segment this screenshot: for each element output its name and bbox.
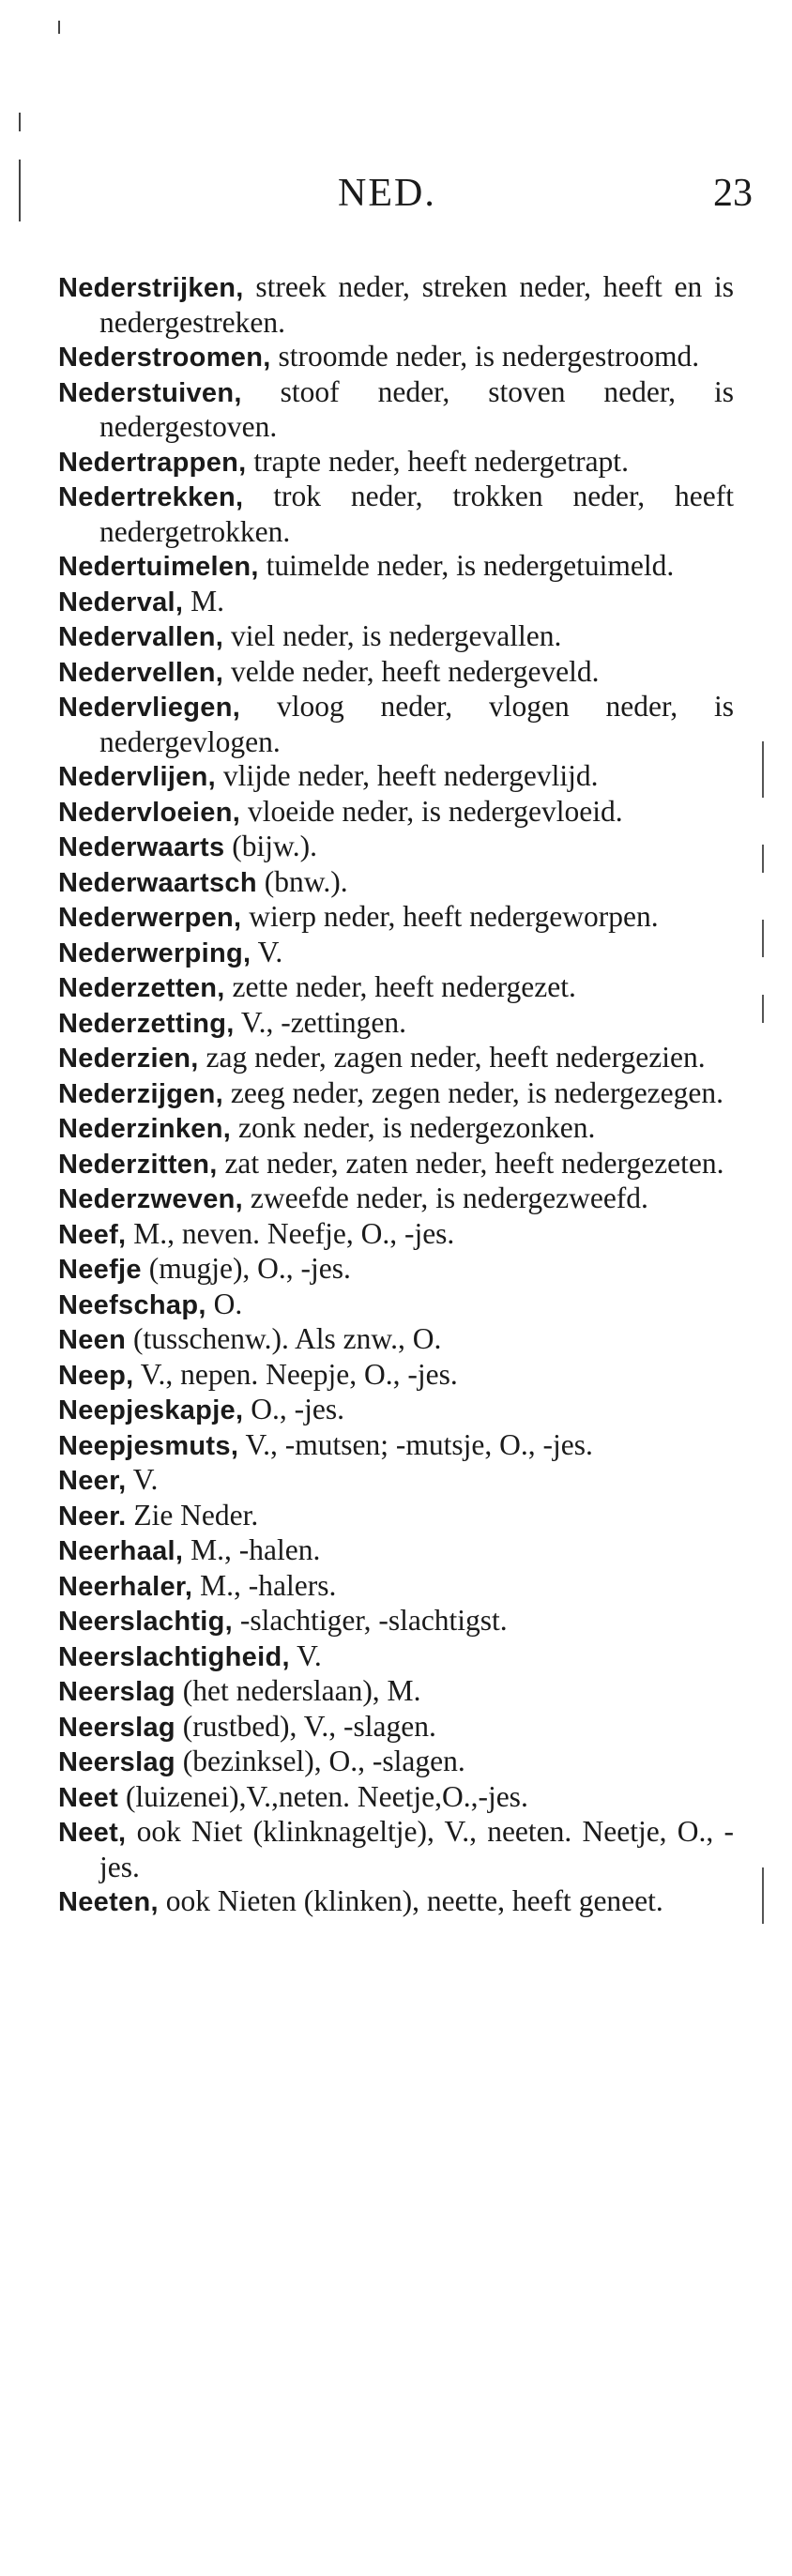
dictionary-entry — [58, 340, 734, 375]
entry-definition: V. — [126, 1463, 159, 1496]
entry-definition: vloog neder, vlogen neder, is nedergevlogen. — [99, 690, 734, 758]
dictionary-entry — [58, 1884, 734, 1920]
entry-definition: -slachtiger, -slachtigst. — [233, 1604, 508, 1637]
dictionary-entry — [58, 759, 734, 795]
scan-edge-mark — [58, 21, 60, 34]
entry-definition: ook Nieten (klinken), neette, heeft geneet. — [158, 1884, 663, 1917]
dictionary-entry — [58, 1569, 734, 1605]
entry-definition: ook Niet (klinknageltje), V., neeten. Neetje, O., -jes. — [99, 1815, 734, 1883]
entry-definition: zette neder, heeft nedergezet. — [224, 970, 576, 1003]
dictionary-entry — [58, 1604, 734, 1639]
dictionary-entry — [58, 445, 734, 480]
entry-headword: Nederwerpen, — [58, 903, 242, 933]
entry-definition: O., -jes. — [243, 1393, 344, 1425]
entry-headword: Nederstroomen, — [58, 343, 271, 373]
entry-headword: Neet — [58, 1782, 119, 1813]
dictionary-entry — [58, 970, 734, 1006]
dictionary-entry — [58, 480, 734, 549]
page-header — [0, 171, 792, 227]
entry-definition: M., -halers. — [192, 1568, 337, 1602]
entry-definition: (luizenei),V.,neten. Neetje,O.,-jes. — [118, 1779, 528, 1813]
entry-definition: stoof neder, stoven neder, is nedergestoven. — [99, 374, 734, 443]
dictionary-entry — [58, 1710, 734, 1745]
entry-headword: Neerhaal, — [58, 1536, 184, 1566]
entry-definition: zonk neder, is nedergezonken. — [231, 1111, 596, 1144]
entry-definition: M., -halen. — [183, 1533, 321, 1566]
entry-headword: Nederwaarts — [58, 832, 225, 862]
entry-headword: Nedervliegen, — [58, 693, 241, 723]
entry-headword: Nedertrekken, — [58, 482, 244, 512]
entry-headword: Nedervallen, — [58, 622, 224, 652]
dictionary-entry — [58, 1358, 734, 1394]
entry-headword: Nedertrappen, — [58, 447, 247, 478]
entry-headword: Nederzijgen, — [58, 1078, 224, 1109]
dictionary-entry — [58, 1815, 734, 1884]
entry-headword: Nederzitten, — [58, 1149, 218, 1180]
entry-definition: Zie Neder. — [126, 1498, 259, 1532]
dictionary-entry — [58, 1674, 734, 1710]
entry-definition: V. — [251, 935, 283, 968]
dictionary-entry — [58, 1041, 734, 1076]
dictionary-entry — [58, 1499, 734, 1534]
entry-headword: Nedervloeien, — [58, 797, 241, 828]
entry-headword: Neerhaler, — [58, 1571, 193, 1602]
page-title: NED. — [338, 172, 436, 215]
scan-edge-mark — [762, 1867, 764, 1924]
scan-edge-mark — [762, 741, 764, 798]
entry-headword: Nederzien, — [58, 1044, 199, 1074]
entry-headword: Neer. — [58, 1501, 127, 1532]
entry-definition: trok neder, trokken neder, heeft nedergetrokken. — [99, 480, 734, 548]
entry-definition: (het nederslaan), M. — [175, 1674, 421, 1707]
scan-edge-mark — [762, 995, 764, 1023]
entry-headword: Nedervellen, — [58, 657, 224, 688]
scan-edge-mark — [762, 845, 764, 873]
dictionary-entry — [58, 585, 734, 620]
entry-definition: M., neven. Neefje, O., -jes. — [126, 1216, 455, 1250]
entry-headword: Nederzetting, — [58, 1008, 235, 1039]
entry-definition: M. — [183, 584, 225, 617]
dictionary-entry — [58, 655, 734, 691]
entry-definition: (tusschenw.). Als znw., O. — [126, 1322, 442, 1355]
dictionary-entry — [58, 1252, 734, 1288]
dictionary-entry — [58, 865, 734, 901]
entry-definition: vlijde neder, heeft nedergevlijd. — [216, 759, 599, 792]
entry-headword: Neen — [58, 1325, 127, 1355]
entry-definition: V., -zettingen. — [234, 1005, 407, 1039]
entry-headword: Neer, — [58, 1466, 127, 1496]
entry-definition: O. — [206, 1287, 243, 1320]
entry-definition: V., -mutsen; -mutsje, O., -jes. — [238, 1427, 593, 1461]
dictionary-entry — [58, 1393, 734, 1428]
entry-headword: Neet, — [58, 1818, 127, 1848]
dictionary-entry — [58, 375, 734, 445]
entry-headword: Neepjeskapje, — [58, 1395, 244, 1425]
entry-headword: Nederstrijken, — [58, 273, 244, 303]
dictionary-entry — [58, 690, 734, 759]
entry-headword: Neefschap, — [58, 1289, 206, 1320]
entry-definition: zweefde neder, is nedergezweefd. — [243, 1181, 648, 1214]
entry-headword: Nederwerping, — [58, 937, 251, 968]
entry-definition: zag neder, zagen neder, heeft nedergezien. — [198, 1041, 706, 1074]
entry-definition: V. — [289, 1639, 322, 1672]
entry-headword: Nedertuimelen, — [58, 552, 259, 582]
entry-headword: Neeten, — [58, 1887, 159, 1917]
entry-definition: tuimelde neder, is nedergetuimeld. — [258, 549, 675, 582]
dictionary-entry — [58, 549, 734, 585]
dictionary-entry — [58, 936, 734, 971]
entry-headword: Nederzweven, — [58, 1184, 244, 1214]
dictionary-entry — [58, 1780, 734, 1816]
entry-definition: (bijw.). — [224, 830, 317, 862]
entry-headword: Neefje — [58, 1255, 142, 1285]
entry-definition: V., nepen. Neepje, O., -jes. — [133, 1357, 458, 1391]
entry-headword: Neep, — [58, 1360, 134, 1391]
entry-headword: Neef, — [58, 1219, 127, 1250]
entry-definition: streek neder, streken neder, heeft en is nedergestreken. — [99, 270, 734, 339]
entry-definition: stroomde neder, is nedergestroomd. — [270, 340, 700, 373]
entry-headword: Neerslachtig, — [58, 1607, 234, 1637]
dictionary-entry — [58, 795, 734, 831]
entry-definition: viel neder, is nedergevallen. — [223, 619, 562, 652]
scan-edge-mark — [19, 113, 21, 131]
dictionary-entry — [58, 1076, 734, 1112]
page-number: 23 — [713, 172, 753, 215]
scan-edge-mark — [762, 920, 764, 957]
entry-definition: wierp neder, heeft nedergeworpen. — [241, 900, 659, 933]
entry-definition: trapte neder, heeft nedergetrapt. — [246, 444, 629, 478]
entry-definition: (mugje), O., -jes. — [141, 1252, 351, 1285]
dictionary-entry — [58, 1745, 734, 1780]
dictionary-entry — [58, 1217, 734, 1253]
entry-headword: Neerslag — [58, 1677, 175, 1707]
dictionary-entry — [58, 1639, 734, 1675]
entry-headword: Neerslag — [58, 1747, 175, 1777]
entry-headword: Nederwaartsch — [58, 867, 257, 898]
entry-definition: zat neder, zaten neder, heeft nedergezeten. — [217, 1146, 724, 1180]
entry-headword: Neerslachtigheid, — [58, 1641, 290, 1672]
entry-headword: Nederzetten, — [58, 973, 225, 1003]
dictionary-entry — [58, 1533, 734, 1569]
dictionary-entry — [58, 1006, 734, 1042]
entry-definition: (bnw.). — [256, 864, 348, 898]
dictionary-entry — [58, 830, 734, 865]
entry-definition: (bezinksel), O., -slagen. — [175, 1745, 465, 1777]
dictionary-entry — [58, 1288, 734, 1323]
dictionary-entry — [58, 1111, 734, 1147]
dictionary-entry — [58, 619, 734, 655]
entry-headword: Nederzinken, — [58, 1114, 232, 1144]
entry-definition: vloeide neder, is nedergevloeid. — [240, 794, 623, 828]
entry-definition: (rustbed), V., -slagen. — [175, 1709, 436, 1743]
dictionary-entry — [58, 1322, 734, 1358]
entry-definition: zeeg neder, zegen neder, is nedergezegen. — [223, 1075, 723, 1109]
dictionary-entry — [58, 1147, 734, 1182]
dictionary-entry — [58, 1181, 734, 1217]
entry-headword: Neepjesmuts, — [58, 1430, 239, 1461]
dictionary-entry — [58, 1463, 734, 1499]
dictionary-entry — [58, 270, 734, 340]
entry-headword: Nedervlijen, — [58, 762, 216, 792]
entry-headword: Nederstuiven, — [58, 377, 242, 408]
dictionary-entries — [58, 270, 734, 1920]
entry-definition: velde neder, heeft nedergeveld. — [223, 654, 600, 688]
dictionary-entry — [58, 1428, 734, 1464]
dictionary-entry — [58, 900, 734, 936]
entry-headword: Neerslag — [58, 1712, 175, 1743]
entry-headword: Nederval, — [58, 587, 184, 617]
